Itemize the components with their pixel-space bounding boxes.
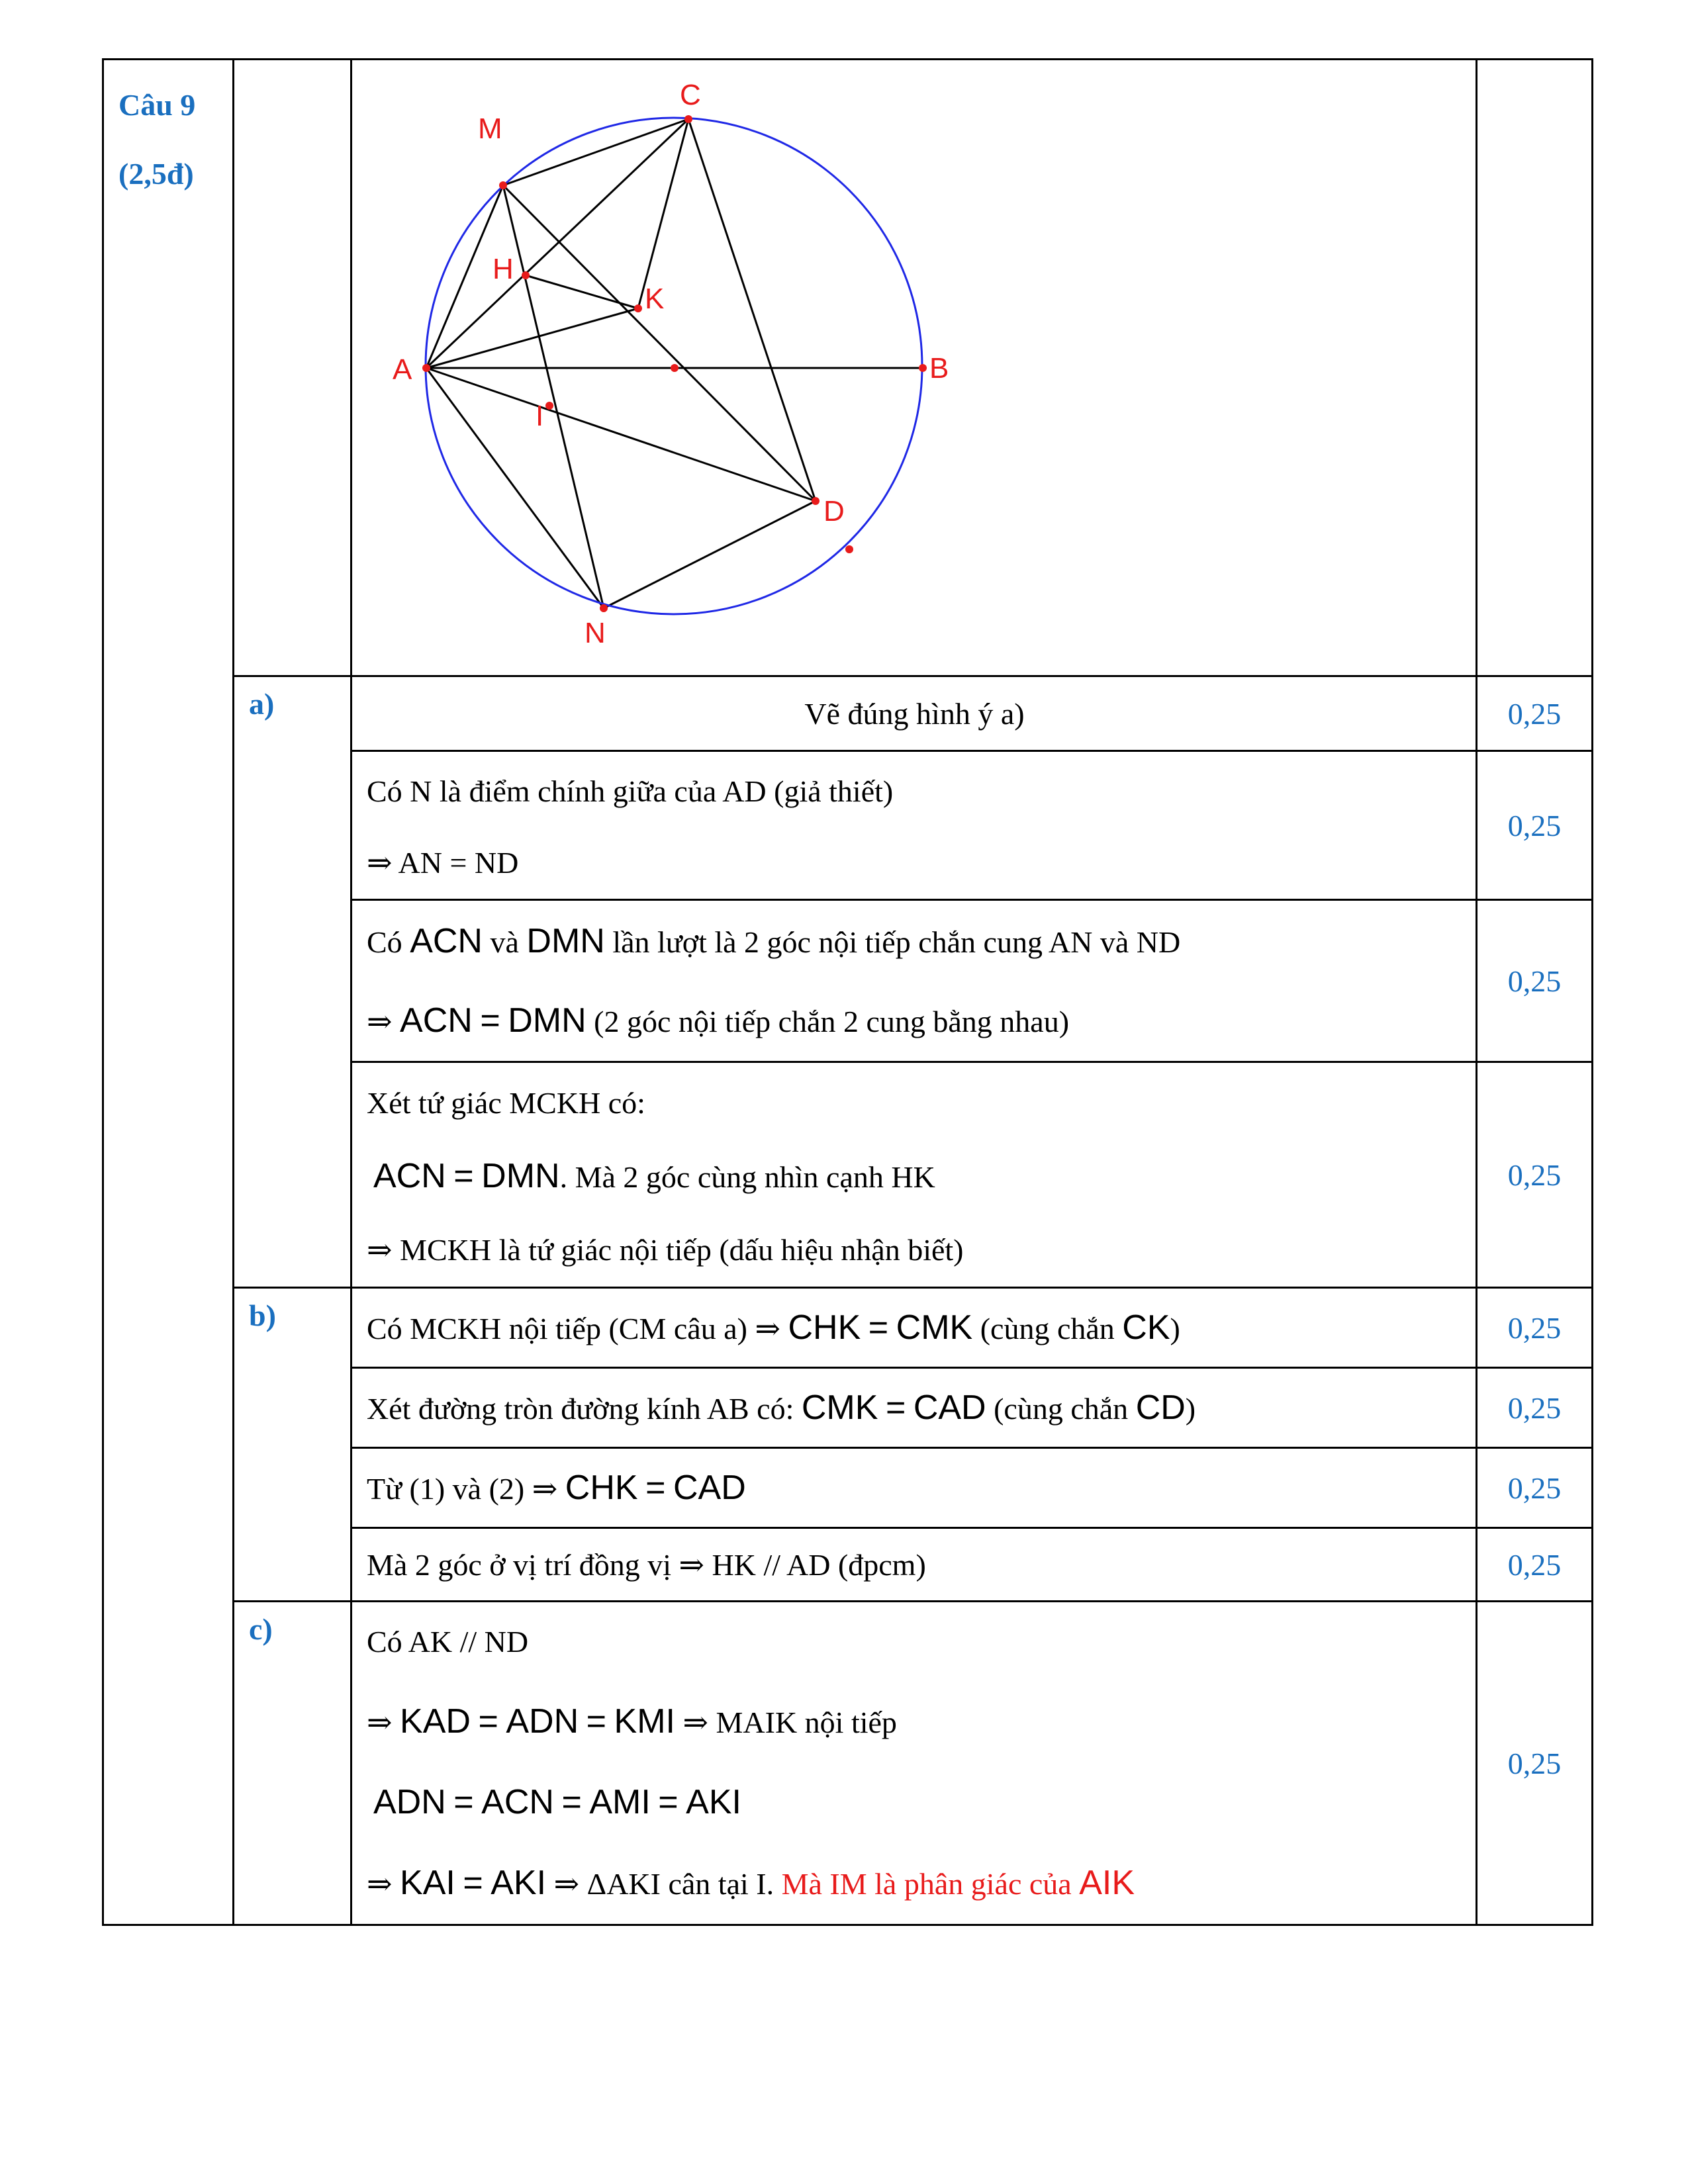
- point-H: [522, 271, 530, 279]
- part-a-label: a): [234, 676, 352, 1288]
- row-b3-score: 0,25: [1477, 1448, 1593, 1528]
- angle-adn: ADN: [373, 1783, 446, 1821]
- equals-sign: =: [561, 1783, 582, 1821]
- row-b1-post: (cùng chắn: [980, 1312, 1115, 1345]
- equals-sign: =: [885, 1388, 906, 1427]
- figure-part-cell: [234, 60, 352, 676]
- segment-ND: [604, 501, 816, 608]
- figure-score-cell: [1477, 60, 1593, 676]
- label-D: D: [823, 495, 845, 527]
- row-a1-score: 0,25: [1477, 676, 1593, 751]
- row-a3-score: 0,25: [1477, 900, 1593, 1062]
- point-K: [634, 304, 642, 312]
- angle-acn: ACN: [410, 922, 483, 960]
- implies-arrow: ⇒: [532, 1472, 558, 1506]
- row-b2-content: [352, 1368, 1477, 1448]
- question-label-cell: [103, 60, 234, 1925]
- part-c-label: c): [234, 1602, 352, 1925]
- implies-arrow: ⇒: [682, 1706, 709, 1739]
- angle-dmn: DMN: [508, 1001, 586, 1040]
- angle-ami: AMI: [589, 1783, 651, 1821]
- implies-arrow: ⇒: [367, 1867, 393, 1901]
- equals-sign: =: [453, 1157, 474, 1195]
- angle-cad: CAD: [673, 1469, 746, 1507]
- angle-cad: CAD: [913, 1388, 986, 1427]
- point-X: [845, 545, 853, 553]
- equals-sign: =: [453, 1783, 474, 1821]
- row-b4-pre: Mà 2 góc ở vị trí đồng vị: [367, 1548, 671, 1582]
- arc-ck: CK: [1122, 1308, 1170, 1347]
- point-A: [422, 364, 430, 372]
- row-b2-score: 0,25: [1477, 1368, 1593, 1448]
- row-a4-line2-post: . Mà 2 góc cùng nhìn cạnh HK: [559, 1160, 935, 1194]
- segment-AM: [426, 185, 503, 368]
- label-M: M: [478, 113, 502, 145]
- geometry-figure: [352, 60, 1477, 672]
- segment-MC: [503, 119, 688, 185]
- row-a1-text: Vẽ đúng hình ý a): [804, 696, 1025, 731]
- row-b2-pre: Xét đường tròn đường kính AB có:: [367, 1392, 794, 1426]
- angle-adn: ADN: [506, 1702, 579, 1741]
- row-b1-score: 0,25: [1477, 1288, 1593, 1368]
- angle-cmk: CMK: [801, 1388, 878, 1427]
- row-a2-line2: AN = ND: [398, 846, 519, 880]
- angle-acn: ACN: [481, 1783, 554, 1821]
- row-c-line4-red: Mà IM là phân giác của: [781, 1867, 1072, 1901]
- equals-sign: =: [480, 1001, 500, 1040]
- arc-cd: CD: [1135, 1388, 1186, 1427]
- row-b1-pre: Có MCKH nội tiếp (CM câu a): [367, 1312, 747, 1345]
- segment-MD: [503, 185, 816, 501]
- label-N: N: [585, 617, 606, 649]
- angle-chk: CHK: [788, 1308, 861, 1347]
- angle-kad: KAD: [400, 1702, 471, 1741]
- row-b4-post: HK // AD (đpcm): [712, 1548, 926, 1582]
- angle-kai: KAI: [400, 1864, 455, 1902]
- row-b3-content: [352, 1448, 1477, 1528]
- point-M: [499, 181, 507, 189]
- label-A: A: [393, 353, 412, 386]
- row-c-line1: Có AK // ND: [367, 1625, 529, 1659]
- equals-sign: =: [645, 1469, 666, 1507]
- point-D: [812, 497, 820, 505]
- row-a2-score: 0,25: [1477, 751, 1593, 900]
- label-K: K: [645, 283, 665, 315]
- row-a4-score: 0,25: [1477, 1062, 1593, 1288]
- angle-dmn: DMN: [526, 922, 605, 960]
- point-I: [545, 402, 553, 410]
- answer-sheet: [102, 58, 1591, 1907]
- segment-AD: [426, 368, 816, 501]
- label-B: B: [929, 352, 949, 385]
- equals-sign: =: [586, 1702, 607, 1741]
- row-c-score: 0,25: [1477, 1602, 1593, 1925]
- row-b4-score: 0,25: [1477, 1528, 1593, 1602]
- question-points: (2,5đ): [118, 157, 194, 191]
- angle-chk: CHK: [565, 1469, 638, 1507]
- question-number: Câu 9: [118, 88, 196, 122]
- row-b1-end: ): [1170, 1312, 1180, 1345]
- point-N: [600, 604, 608, 612]
- label-I: I: [536, 400, 544, 432]
- equals-sign: =: [868, 1308, 889, 1347]
- segment-MN: [503, 185, 604, 608]
- row-a2-line1: Có N là điểm chính giữa của AD (giả thiết): [367, 774, 894, 808]
- row-a4-line3: MCKH là tứ giác nội tiếp (dấu hiệu nhận biết): [400, 1233, 964, 1267]
- equals-sign: =: [658, 1783, 679, 1821]
- segment-HK: [526, 275, 638, 308]
- part-b-label: b): [234, 1288, 352, 1602]
- angle-acn: ACN: [400, 1001, 473, 1040]
- row-a1-content: [352, 676, 1477, 751]
- row-b2-end: ): [1185, 1392, 1196, 1426]
- angle-aik: AIK: [1079, 1864, 1135, 1902]
- segment-CK: [638, 119, 688, 308]
- row-b1-content: [352, 1288, 1477, 1368]
- angle-aki: AKI: [491, 1864, 547, 1902]
- figure-cell: [352, 60, 1477, 676]
- angle-acn: ACN: [373, 1157, 446, 1195]
- angle-dmn: DMN: [481, 1157, 560, 1195]
- row-b4-content: [352, 1528, 1477, 1602]
- row-a4-line1: Xét tứ giác MCKH có:: [367, 1086, 645, 1120]
- row-c-content: [352, 1602, 1477, 1925]
- row-b2-post: (cùng chắn: [994, 1392, 1129, 1426]
- point-O: [671, 364, 679, 372]
- row-c-line2-post: MAIK nội tiếp: [716, 1706, 897, 1739]
- angle-cmk: CMK: [896, 1308, 973, 1347]
- implies-arrow: ⇒: [755, 1312, 780, 1345]
- implies-arrow: ⇒: [367, 1706, 393, 1739]
- answer-table: [102, 58, 1593, 1926]
- segment-AN: [426, 368, 604, 608]
- implies-arrow: ⇒: [367, 1005, 393, 1038]
- row-a3-content: [352, 900, 1477, 1062]
- point-B: [919, 364, 927, 372]
- row-b3-pre: Từ (1) và (2): [367, 1472, 525, 1506]
- row-a3-line1-mid: và: [482, 925, 527, 959]
- angle-aki: AKI: [686, 1783, 741, 1821]
- point-C: [684, 115, 692, 123]
- equals-sign: =: [463, 1864, 483, 1902]
- row-a3-line2-post: (2 góc nội tiếp chắn 2 cung bằng nhau): [594, 1005, 1070, 1038]
- implies-arrow: ⇒: [679, 1548, 705, 1582]
- row-c-line4-post: ΔAKI cân tại I.: [586, 1867, 774, 1901]
- segment-CD: [688, 119, 816, 501]
- row-a2-content: [352, 751, 1477, 900]
- row-a4-content: [352, 1062, 1477, 1288]
- angle-kmi: KMI: [614, 1702, 675, 1741]
- implies-arrow: ⇒: [367, 1233, 393, 1267]
- implies-arrow: ⇒: [553, 1867, 580, 1901]
- row-a3-line1-pre: Có: [367, 925, 410, 959]
- implies-arrow: ⇒: [367, 846, 393, 880]
- equals-sign: =: [478, 1702, 498, 1741]
- label-H: H: [492, 253, 514, 285]
- row-a3-line1-post: lần lượt là 2 góc nội tiếp chắn cung AN và ND: [604, 925, 1181, 959]
- label-C: C: [680, 79, 701, 111]
